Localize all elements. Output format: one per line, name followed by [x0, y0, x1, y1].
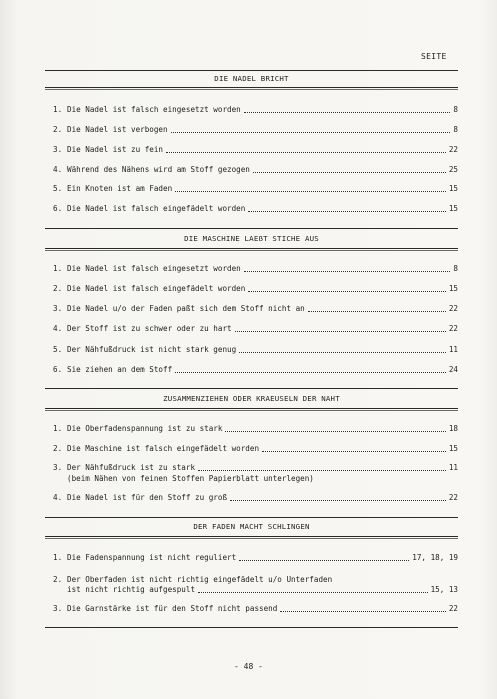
section-bottom-rule: [45, 627, 458, 628]
section-heading: ZUSAMMENZIEHEN ODER KRAEUSELN DER NAHT: [163, 394, 340, 403]
page-number: - 48 -: [234, 662, 263, 671]
list-item: 2. Die Nadel ist verbogen 8: [53, 125, 458, 134]
list-item: 1. Die Nadel ist falsch eingesetzt worden 8: [53, 105, 458, 114]
section-heading-rule: [45, 87, 458, 88]
list-item: 2. Der Oberfaden ist nicht richtig eingefädelt u/o Unterfaden: [53, 575, 333, 584]
list-item: 3. Die Nadel ist zu fein 22: [53, 145, 458, 154]
list-item: 5. Ein Knoten ist am Faden 15: [53, 184, 458, 193]
section-heading-rule: [45, 408, 458, 409]
section-heading-rule: [45, 536, 458, 537]
list-item: 3. Die Nadel u/o der Faden paßt sich dem Stoff nicht an 22: [53, 304, 458, 313]
list-item: 3. Der Nähfußdruck ist zu stark 11: [53, 463, 458, 472]
section-heading: DER FADEN MACHT SCHLINGEN: [193, 522, 310, 531]
list-item: 1. Die Fadenspannung ist nicht reguliert 17, 18, 19: [53, 553, 458, 562]
section-top-rule: [45, 228, 458, 229]
list-item: 1. Die Oberfadenspannung ist zu stark 18: [53, 424, 458, 433]
list-item-continuation: ist nicht richtig aufgespult 15, 13: [67, 585, 458, 594]
section-heading: DIE MASCHINE LAEẞT STICHE AUS: [184, 234, 319, 243]
list-item: 6. Die Nadel ist falsch eingefädelt worden 15: [53, 204, 458, 213]
list-item-note: (beim Nähen von feinen Stoffen Papierblatt unterlegen): [67, 474, 314, 483]
list-item: 1. Die Nadel ist falsch eingesetzt worden 8: [53, 264, 458, 273]
list-item: 2. Die Maschine ist falsch eingefädelt worden 15: [53, 444, 458, 453]
list-item: 6. Sie ziehen an dem Stoff 24: [53, 365, 458, 374]
section-heading: DIE NADEL BRICHT: [214, 74, 289, 83]
list-item: 5. Der Nähfußdruck ist nicht stark genug 11: [53, 345, 458, 354]
list-item: 4. Die Nadel ist für den Stoff zu groß 22: [53, 493, 458, 502]
list-item: 3. Die Garnstärke ist für den Stoff nicht passend 22: [53, 604, 458, 613]
seite-label: SEITE: [421, 52, 447, 61]
section-top-rule: [45, 517, 458, 518]
list-item: 4. Während des Nähens wird am Stoff gezogen 25: [53, 165, 458, 174]
section-heading-rule: [45, 248, 458, 249]
list-item: 4. Der Stoff ist zu schwer oder zu hart 22: [53, 324, 458, 333]
section-top-rule: [45, 70, 458, 71]
list-item: 2. Die Nadel ist falsch eingefädelt worden 15: [53, 284, 458, 293]
section-top-rule: [45, 388, 458, 389]
